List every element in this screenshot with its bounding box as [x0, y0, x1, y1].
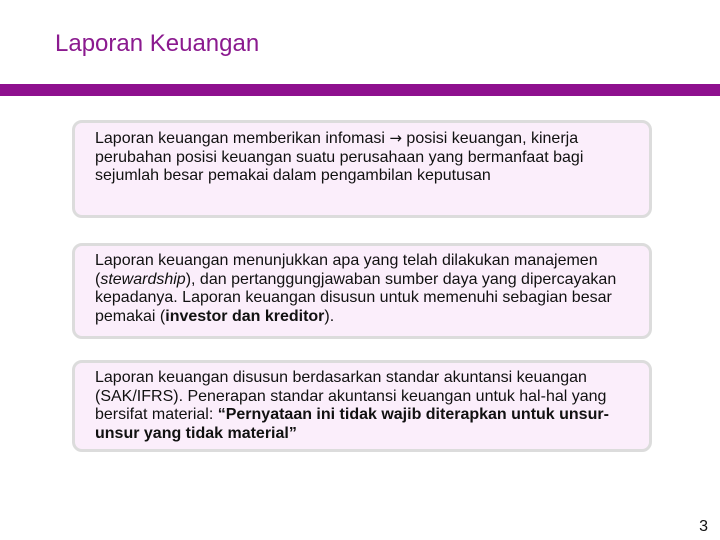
card-1-text-part2: posisi keuangan, kinerja perubahan posisi keuangan suatu perusahaan yang bermanfaat bagi sejumlah besar pemakai dalam pengambilan keputusan — [95, 130, 584, 184]
card-2-bold-term: investor dan kreditor — [165, 307, 325, 325]
card-1-text — [95, 127, 633, 186]
page-number: 3 — [699, 518, 708, 535]
card-2-italic-term: stewardship — [100, 270, 186, 288]
card-3-text-part1: Laporan keuangan disusun berdasarkan standar akuntansi keuangan (SAK/IFRS). Penerapan standar akuntansi keuangan untuk hal-hal yang bersifat material: — [95, 369, 607, 423]
slide-title: Laporan Keuangan — [55, 30, 260, 57]
card-2-text-part3: ). — [324, 307, 335, 325]
info-card-3 — [72, 360, 652, 452]
card-1-text-part1: Laporan keuangan memberikan infomasi — [95, 130, 390, 147]
info-card-2 — [72, 243, 652, 339]
arrow-right-icon: → — [389, 129, 402, 147]
accent-bar — [0, 84, 720, 96]
card-3-text — [95, 367, 633, 443]
card-2-text-part2: ), dan pertanggungjawaban sumber daya yang dipercayakan kepadanya. Laporan keuangan disusun untuk memenuhi sebagian besar pemakai ( — [95, 270, 617, 325]
card-2-text — [95, 250, 633, 326]
card-3-bold-quote: “Pernyataan ini tidak wajib diterapkan untuk unsur-unsur yang tidak material” — [95, 406, 609, 442]
info-card-1 — [72, 120, 652, 218]
card-2-text-part1: Laporan keuangan menunjukkan apa yang telah dilakukan manajemen ( — [95, 252, 598, 288]
